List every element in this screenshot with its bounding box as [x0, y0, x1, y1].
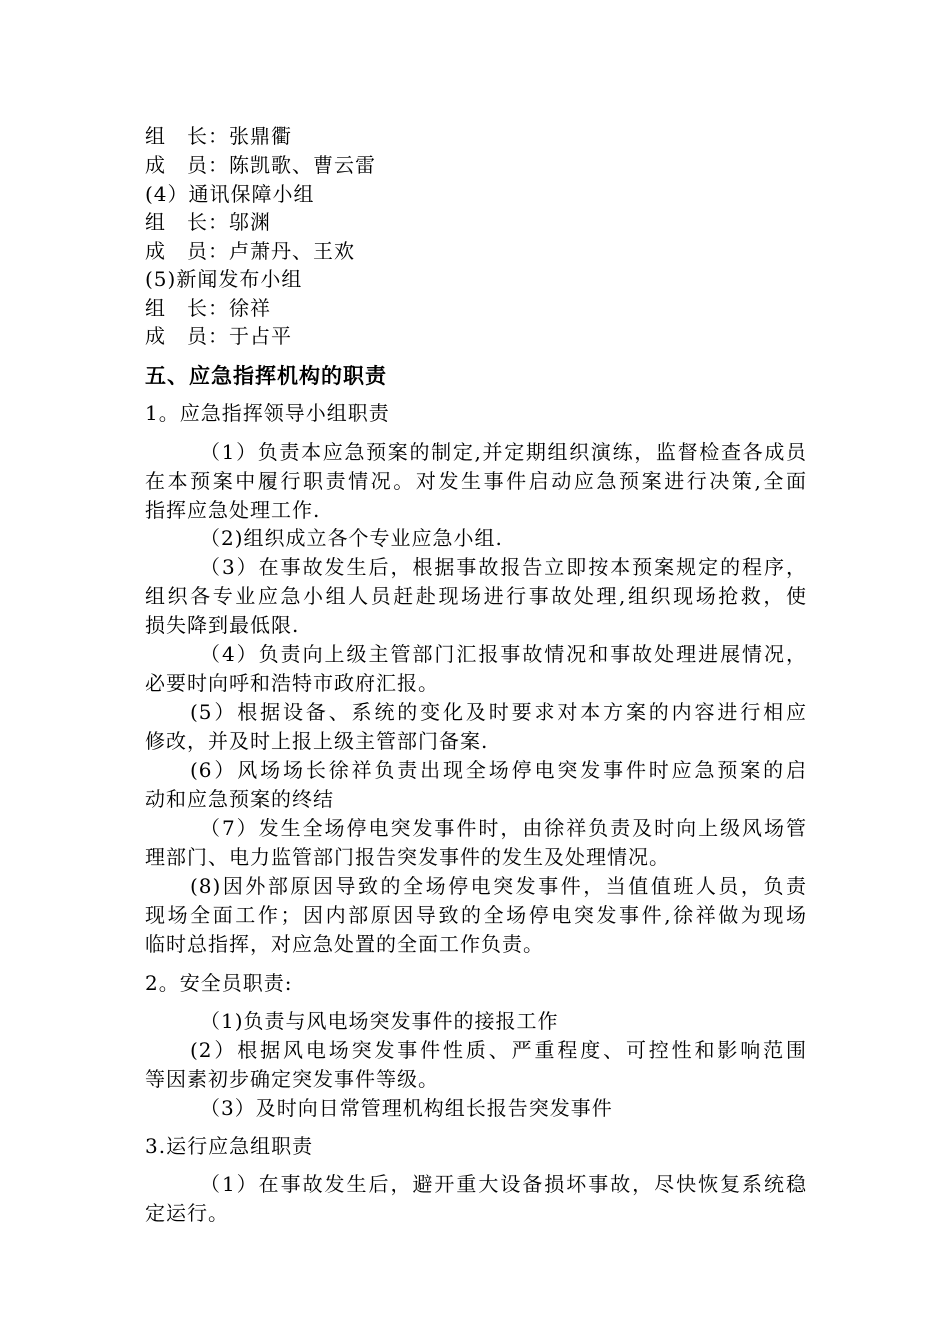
paragraph-line: 修改，并及时上报上级主管部门备案. [145, 729, 489, 753]
paragraph-line: 定运行。 [145, 1201, 229, 1225]
paragraph-line: 损失降到最低限. [145, 613, 300, 637]
section-heading: 五、应急指挥机构的职责 [145, 364, 387, 388]
paragraph-line: 组织各专业应急小组人员赶赴现场进行事故处理,组织现场抢救，使 [145, 584, 807, 608]
paragraph-line: (6）风场场长徐祥负责出现全场停电突发事件时应急预案的启 [190, 758, 807, 782]
paragraph-line: 临时总指挥，对应急处置的全面工作负责。 [145, 932, 544, 956]
paragraph-line: （1）在事故发生后，避开重大设备损坏事故，尽快恢复系统稳 [200, 1172, 807, 1196]
roster-line: 组 长：张鼎衢 [145, 124, 292, 148]
paragraph-line: 在本预案中履行职责情况。对发生事件启动应急预案进行决策,全面 [145, 469, 807, 493]
paragraph-line: （7）发生全场停电突发事件时，由徐祥负责及时向上级风场管 [200, 816, 807, 840]
paragraph-line: （3）及时向日常管理机构组长报告突发事件 [200, 1096, 613, 1120]
paragraph-line: (8)因外部原因导致的全场停电突发事件，当值值班人员，负责 [190, 874, 807, 898]
subsection-heading: 2。安全员职责: [145, 971, 293, 995]
roster-line: 组 长：邬渊 [145, 210, 271, 234]
roster-line: 成 员：于占平 [145, 324, 292, 348]
paragraph-line: 现场全面工作；因内部原因导致的全场停电突发事件,徐祥做为现场 [145, 903, 807, 927]
roster-line: 成 员：卢萧丹、王欢 [145, 239, 355, 263]
paragraph-line: （3）在事故发生后，根据事故报告立即按本预案规定的程序， [200, 555, 807, 579]
paragraph-line: 必要时向呼和浩特市政府汇报。 [145, 671, 439, 695]
roster-line: 成 员：陈凯歌、曹云雷 [145, 153, 376, 177]
paragraph-line: (5）根据设备、系统的变化及时要求对本方案的内容进行相应 [190, 700, 807, 724]
paragraph-line: （1)负责与风电场突发事件的接报工作 [200, 1009, 559, 1033]
roster-line: 组 长：徐祥 [145, 296, 271, 320]
subsection-heading: 3.运行应急组职责 [145, 1134, 314, 1158]
paragraph-line: 动和应急预案的终结 [145, 787, 334, 811]
paragraph-line: 指挥应急处理工作. [145, 498, 321, 522]
roster-line: (5)新闻发布小组 [145, 267, 303, 291]
paragraph-line: （4）负责向上级主管部门汇报事故情况和事故处理进展情况， [200, 642, 807, 666]
paragraph-line: 理部门、电力监管部门报告突发事件的发生及处理情况。 [145, 845, 670, 869]
paragraph-line: 等因素初步确定突发事件等级。 [145, 1067, 439, 1091]
paragraph-line: (2）根据风电场突发事件性质、严重程度、可控性和影响范围 [190, 1038, 807, 1062]
subsection-heading: 1。应急指挥领导小组职责 [145, 401, 390, 425]
paragraph-line: （2)组织成立各个专业应急小组. [200, 526, 503, 550]
roster-line: (4）通讯保障小组 [145, 182, 315, 206]
paragraph-line: （1）负责本应急预案的制定,并定期组织演练，监督检查各成员 [200, 440, 807, 464]
